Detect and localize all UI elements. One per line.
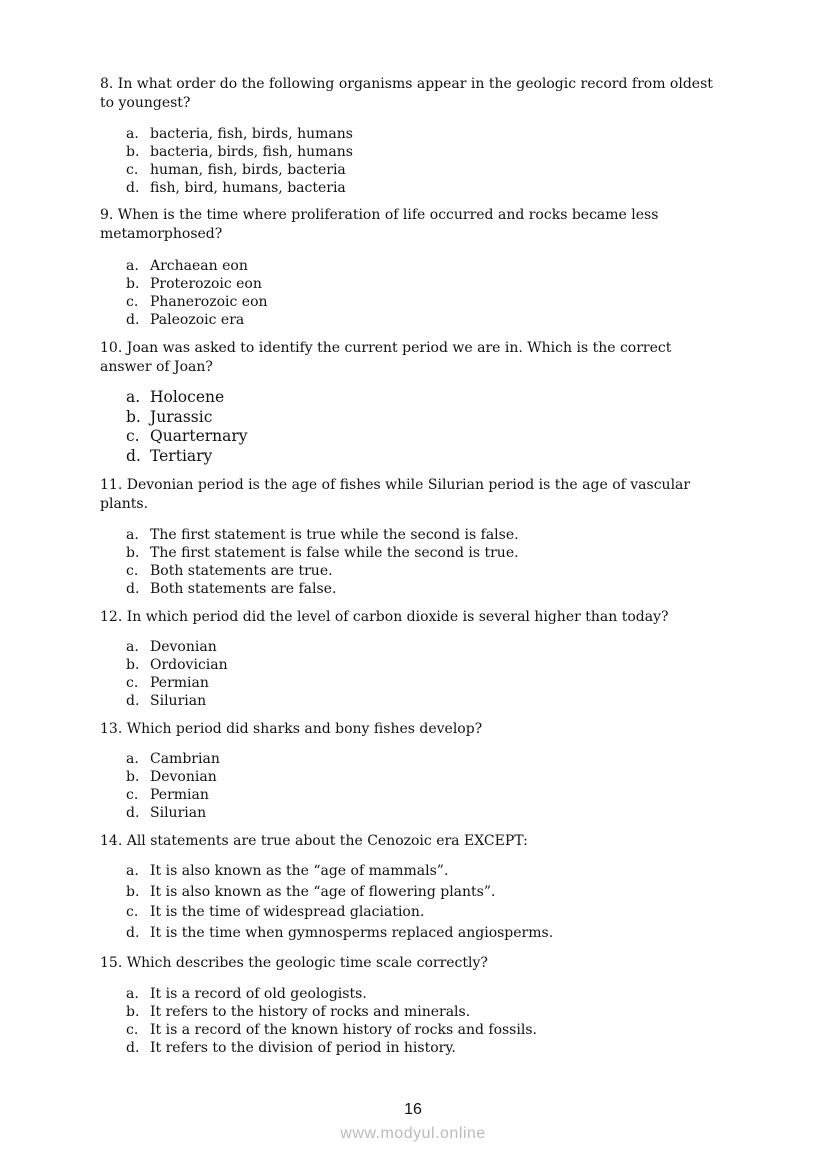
option-text: It is a record of the known history of rocks and fossils. <box>150 1022 537 1038</box>
option-text: Paleozoic era <box>150 312 245 328</box>
option-text: Archaean eon <box>150 258 248 274</box>
answer-option <box>126 275 268 293</box>
option-letter: a. <box>126 388 141 406</box>
answer-option <box>126 311 268 329</box>
answer-options <box>126 388 248 466</box>
answer-option <box>126 923 553 944</box>
option-letter: a. <box>126 986 139 1002</box>
option-letter: d. <box>126 805 140 821</box>
option-letter: c. <box>126 427 140 445</box>
answer-option <box>126 638 228 656</box>
answer-option <box>126 768 220 786</box>
answer-option <box>126 786 220 804</box>
answer-option <box>126 1039 537 1057</box>
option-text: Both statements are true. <box>150 563 333 579</box>
answer-option <box>126 143 353 161</box>
option-letter: a. <box>126 639 139 655</box>
option-text: Silurian <box>150 693 207 709</box>
option-letter: b. <box>126 276 140 292</box>
question-text: 15. Which describes the geologic time scale correctly? <box>100 955 488 971</box>
option-letter: b. <box>126 769 140 785</box>
answer-option <box>126 408 248 428</box>
option-text: Devonian <box>150 769 217 785</box>
answer-option <box>126 580 519 598</box>
option-text: It is a record of old geologists. <box>150 986 367 1002</box>
option-letter: d. <box>126 180 140 196</box>
question-text: 12. In which period did the level of carbon dioxide is several higher than today? <box>100 609 669 625</box>
answer-options <box>126 125 353 197</box>
question-text: 13. Which period did sharks and bony fishes develop? <box>100 721 483 737</box>
page-number: 16 <box>404 1101 422 1118</box>
answer-option <box>126 674 228 692</box>
question-text: 14. All statements are true about the Cenozoic era EXCEPT: <box>100 833 528 849</box>
option-text: Ordovician <box>150 657 228 673</box>
option-text: Jurassic <box>150 407 213 426</box>
option-letter: c. <box>126 563 139 579</box>
answer-option <box>126 427 248 447</box>
answer-option <box>126 861 553 882</box>
option-text: Permian <box>150 675 209 691</box>
answer-option <box>126 882 553 903</box>
option-text: fish, bird, humans, bacteria <box>150 180 346 196</box>
option-letter: c. <box>126 675 139 691</box>
answer-option <box>126 1021 537 1039</box>
option-letter: a. <box>126 751 139 767</box>
option-letter: a. <box>126 126 139 142</box>
option-letter: b. <box>126 407 141 426</box>
answer-option <box>126 125 353 143</box>
option-letter: a. <box>126 258 139 274</box>
option-text: The first statement is false while the second is true. <box>150 545 519 561</box>
answer-options <box>126 750 220 822</box>
answer-option <box>126 257 268 275</box>
option-text: It is the time of widespread glaciation. <box>150 904 425 921</box>
option-text: Devonian <box>150 639 217 655</box>
option-text: Both statements are false. <box>150 581 337 597</box>
answer-option <box>126 902 553 923</box>
answer-option <box>126 1003 537 1021</box>
option-text: Cambrian <box>150 751 220 767</box>
answer-option <box>126 179 353 197</box>
answer-options <box>126 985 537 1057</box>
option-text: It is the time when gymnosperms replaced angiosperms. <box>150 924 554 941</box>
answer-option <box>126 388 248 408</box>
option-text: Proterozoic eon <box>150 276 262 292</box>
option-letter: d. <box>126 446 141 465</box>
option-letter: b. <box>126 144 140 160</box>
option-letter: d. <box>126 693 140 709</box>
option-text: Quarternary <box>150 427 248 445</box>
option-letter: c. <box>126 1022 139 1038</box>
option-letter: a. <box>126 527 139 543</box>
option-text: The first statement is true while the second is false. <box>150 527 519 543</box>
option-text: Phanerozoic eon <box>150 294 268 310</box>
option-letter: b. <box>126 545 140 561</box>
option-text: It refers to the history of rocks and minerals. <box>150 1004 471 1020</box>
option-letter: c. <box>126 162 139 178</box>
answer-option <box>126 750 220 768</box>
watermark: www.modyul.online <box>340 1125 486 1142</box>
answer-options <box>126 526 519 598</box>
option-text: human, fish, birds, bacteria <box>150 162 346 178</box>
answer-options <box>126 638 228 710</box>
option-text: It is also known as the “age of flowering plants”. <box>150 883 496 900</box>
answer-options <box>126 861 553 943</box>
option-letter: c. <box>126 294 139 310</box>
option-letter: b. <box>126 1004 140 1020</box>
answer-option <box>126 526 519 544</box>
answer-option <box>126 692 228 710</box>
option-letter: b. <box>126 657 140 673</box>
option-letter: c. <box>126 787 139 803</box>
answer-option <box>126 161 353 179</box>
option-letter: d. <box>126 312 140 328</box>
answer-option <box>126 562 519 580</box>
option-text: bacteria, fish, birds, humans <box>150 126 353 142</box>
answer-option <box>126 447 248 467</box>
question-text: 10. Joan was asked to identify the current period we are in. Which is the correct answer of Joan? <box>100 340 672 375</box>
answer-options <box>126 257 268 329</box>
question-text: 11. Devonian period is the age of fishes while Silurian period is the age of vascular plants. <box>100 477 691 512</box>
option-letter: d. <box>126 924 140 941</box>
answer-option <box>126 544 519 562</box>
question-text: 9. When is the time where proliferation of life occurred and rocks became less metamorphosed? <box>100 207 659 242</box>
answer-option <box>126 293 268 311</box>
option-text: It is also known as the “age of mammals”. <box>150 863 449 879</box>
option-letter: b. <box>126 883 140 900</box>
option-text: bacteria, birds, fish, humans <box>150 144 353 160</box>
question-text: 8. In what order do the following organisms appear in the geologic record from oldest to youngest? <box>100 76 713 111</box>
option-text: Permian <box>150 787 209 803</box>
answer-option <box>126 985 537 1003</box>
answer-option <box>126 804 220 822</box>
option-text: Holocene <box>150 388 225 406</box>
option-letter: d. <box>126 581 140 597</box>
option-text: It refers to the division of period in history. <box>150 1040 456 1056</box>
option-letter: d. <box>126 1040 140 1056</box>
option-letter: c. <box>126 904 139 921</box>
option-text: Tertiary <box>150 446 213 465</box>
option-letter: a. <box>126 863 139 879</box>
answer-option <box>126 656 228 674</box>
option-text: Silurian <box>150 805 207 821</box>
